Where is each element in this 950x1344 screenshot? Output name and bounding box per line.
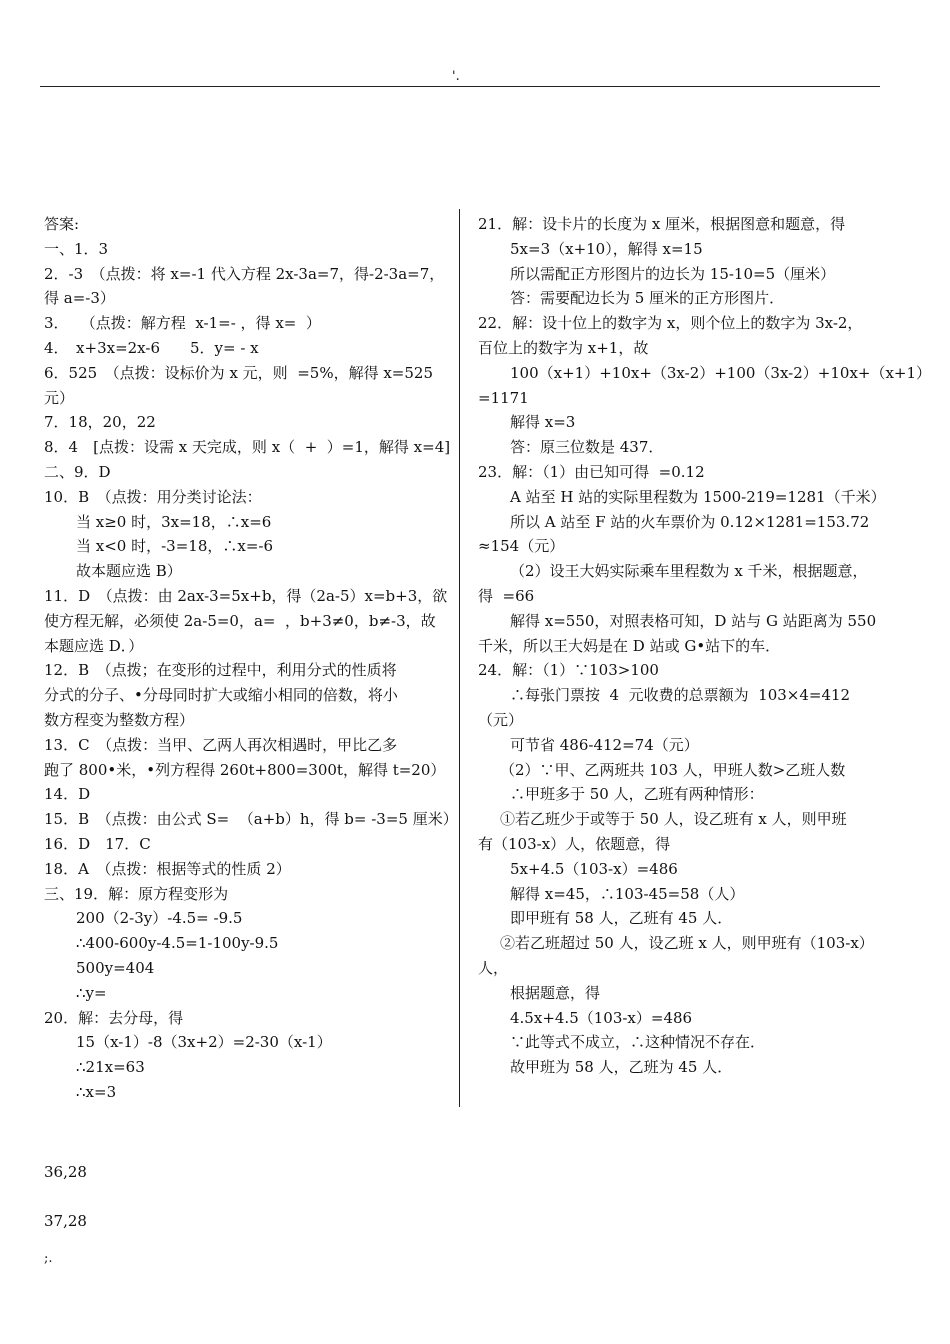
right-answer-line: 解得 x=550，对照表格可知，D 站与 G 站距离为 550 bbox=[510, 611, 877, 630]
left-answer-line: 4． x+3x=2x-6 5．y= - x bbox=[44, 338, 259, 357]
footer-note-1: 36,28 bbox=[44, 1163, 87, 1181]
right-answer-line: 23．解：（1）由已知可得 =0.12 bbox=[478, 462, 705, 481]
left-answer-line: 得 a=-3） bbox=[44, 289, 115, 308]
footer-mark: ;. bbox=[44, 1251, 53, 1266]
right-answer-line: （2）设王大妈实际乘车里程数为 x 千米，根据题意， bbox=[510, 562, 868, 581]
left-answer-line: 3． （点拨：解方程 x-1=- ，得 x= ） bbox=[44, 314, 321, 333]
right-answer-line: 所以 A 站至 F 站的火车票价为 0.12×1281=153.72 bbox=[510, 512, 870, 531]
right-answer-line: 100（x+1）+10x+（3x-2）+100（3x-2）+10x+（x+1） bbox=[510, 363, 932, 382]
left-answer-line: ∴21x=63 bbox=[76, 1058, 145, 1077]
right-answer-line: （元） bbox=[478, 710, 524, 729]
left-answer-line: 12．B （点拨；在变形的过程中，利用分式的性质将 bbox=[44, 661, 397, 680]
right-answer-line: 即甲班有 58 人，乙班有 45 人． bbox=[510, 909, 733, 928]
right-answer-line: ②若乙班超过 50 人，设乙班 x 人，则甲班有（103-x） bbox=[500, 934, 874, 953]
right-answer-line: 所以需配正方形图片的边长为 15-10=5（厘米） bbox=[510, 264, 836, 283]
right-answer-line: ∴每张门票按 4 元收费的总票额为 103×4=412 bbox=[510, 686, 851, 705]
right-answer-line: 5x+4.5（103-x）=486 bbox=[510, 859, 678, 878]
left-answer-line: 6．525 （点拨：设标价为 x 元，则 =5%，解得 x=525 bbox=[44, 363, 433, 382]
left-answer-line: 18．A （点拨：根据等式的性质 2） bbox=[44, 859, 291, 878]
left-answer-line: 数方程变为整数方程） bbox=[44, 710, 195, 729]
right-answer-line: ∵此等式不成立，∴这种情况不存在． bbox=[510, 1033, 766, 1052]
left-answer-line: ∴x=3 bbox=[76, 1082, 117, 1101]
answers-left-column bbox=[44, 212, 458, 1105]
right-answer-line: 答：原三位数是 437． bbox=[510, 438, 664, 457]
left-answer-line: 200（2-3y）-4.5= -9.5 bbox=[76, 909, 243, 928]
left-answer-line: 当 x≥0 时，3x=18，∴x=6 bbox=[76, 512, 272, 531]
right-answer-line: ≈154（元） bbox=[478, 537, 565, 556]
right-answer-line: 解得 x=45，∴103-45=58（人） bbox=[510, 884, 745, 903]
left-answer-line: 本题应选 D．） bbox=[44, 636, 144, 655]
left-answer-line: 答案: bbox=[44, 215, 80, 233]
left-answer-line: 13．C （点拨：当甲、乙两人再次相遇时，甲比乙多 bbox=[44, 735, 398, 754]
left-answer-line: 7．18，20，22 bbox=[44, 413, 156, 432]
right-answer-line: 故甲班为 58 人，乙班为 45 人． bbox=[510, 1058, 733, 1077]
left-answer-line: 三、19．解：原方程变形为 bbox=[44, 884, 229, 903]
right-answer-line: 22．解：设十位上的数字为 x，则个位上的数字为 3x-2， bbox=[478, 314, 863, 333]
right-answer-line: 人， bbox=[478, 958, 509, 977]
right-answer-line: 根据题意，得 bbox=[510, 983, 601, 1002]
header-mark: '. bbox=[452, 69, 460, 84]
left-answer-line: ∴y= bbox=[76, 983, 107, 1002]
right-answer-line: 24．解：（1）∵103>100 bbox=[478, 661, 659, 680]
left-answer-line: 当 x<0 时，-3=18，∴x=-6 bbox=[76, 537, 274, 556]
right-answer-line: 可节省 486-412=74（元） bbox=[510, 735, 699, 754]
column-divider bbox=[459, 209, 460, 1107]
left-answer-line: 500y=404 bbox=[76, 958, 155, 977]
header-rule bbox=[40, 86, 880, 87]
right-answer-line: ∴甲班多于 50 人，乙班有两种情形： bbox=[510, 785, 764, 804]
right-answer-line: 有（103-x）人，依题意，得 bbox=[478, 834, 671, 853]
left-answer-line: 二、9．D bbox=[44, 462, 111, 481]
left-answer-line: 元） bbox=[44, 388, 75, 407]
left-answer-line: 8．4 [点拨：设需 x 天完成，则 x（ + ）=1，解得 x=4] bbox=[44, 438, 451, 457]
footer-note-2: 37,28 bbox=[44, 1212, 87, 1230]
left-answer-line: 一、1．3 bbox=[44, 239, 109, 258]
left-answer-line: 使方程无解，必须使 2a-5=0，a= ，b+3≠0，b≠-3，故 bbox=[44, 611, 436, 630]
right-answer-line: 百位上的数字为 x+1，故 bbox=[478, 338, 649, 357]
left-answer-line: 10．B （点拨：用分类讨论法： bbox=[44, 487, 262, 506]
left-answer-line: 16．D 17．C bbox=[44, 834, 151, 853]
right-answer-line: 得 =66 bbox=[478, 586, 535, 605]
left-answer-line: 15．B （点拨：由公式 S= （a+b）h，得 b= -3=5 厘米） bbox=[44, 810, 458, 829]
left-answer-line: 2．-3 （点拨：将 x=-1 代入方程 2x-3a=7，得-2-3a=7， bbox=[44, 264, 445, 283]
right-answer-line: 21．解：设卡片的长度为 x 厘米，根据图意和题意，得 bbox=[478, 215, 846, 233]
answers-right-column bbox=[478, 212, 932, 1080]
right-answer-line: =1171 bbox=[478, 388, 529, 407]
right-answer-line: 4.5x+4.5（103-x）=486 bbox=[510, 1008, 693, 1027]
left-answer-line: 14．D bbox=[44, 785, 91, 804]
left-answer-line: 分式的分子、•分母同时扩大或缩小相同的倍数，将小 bbox=[44, 686, 398, 705]
right-answer-line: 5x=3（x+10），解得 x=15 bbox=[510, 239, 703, 258]
right-answer-line: A 站至 H 站的实际里程数为 1500-219=1281（千米） bbox=[510, 487, 886, 506]
right-answer-line: 解得 x=3 bbox=[510, 413, 576, 432]
left-answer-line: ∴400-600y-4.5=1-100y-9.5 bbox=[76, 934, 279, 953]
left-answer-line: 故本题应选 B） bbox=[76, 562, 182, 581]
left-answer-line: 15（x-1）-8（3x+2）=2-30（x-1） bbox=[76, 1033, 332, 1052]
right-answer-line: 千米，所以王大妈是在 D 站或 G•站下的车． bbox=[478, 636, 781, 655]
left-answer-line: 11．D （点拨：由 2ax-3=5x+b，得（2a-5）x=b+3，欲 bbox=[44, 586, 448, 605]
right-answer-line: （2）∵甲、乙两班共 103 人，甲班人数>乙班人数 bbox=[500, 760, 846, 779]
left-answer-line: 20．解：去分母，得 bbox=[44, 1008, 184, 1027]
right-answer-line: 答：需要配边长为 5 厘米的正方形图片． bbox=[510, 289, 785, 308]
left-answer-line: 跑了 800•米，•列方程得 260t+800=300t，解得 t=20） bbox=[44, 760, 446, 779]
right-answer-line: ①若乙班少于或等于 50 人，设乙班有 x 人，则甲班 bbox=[500, 810, 847, 829]
